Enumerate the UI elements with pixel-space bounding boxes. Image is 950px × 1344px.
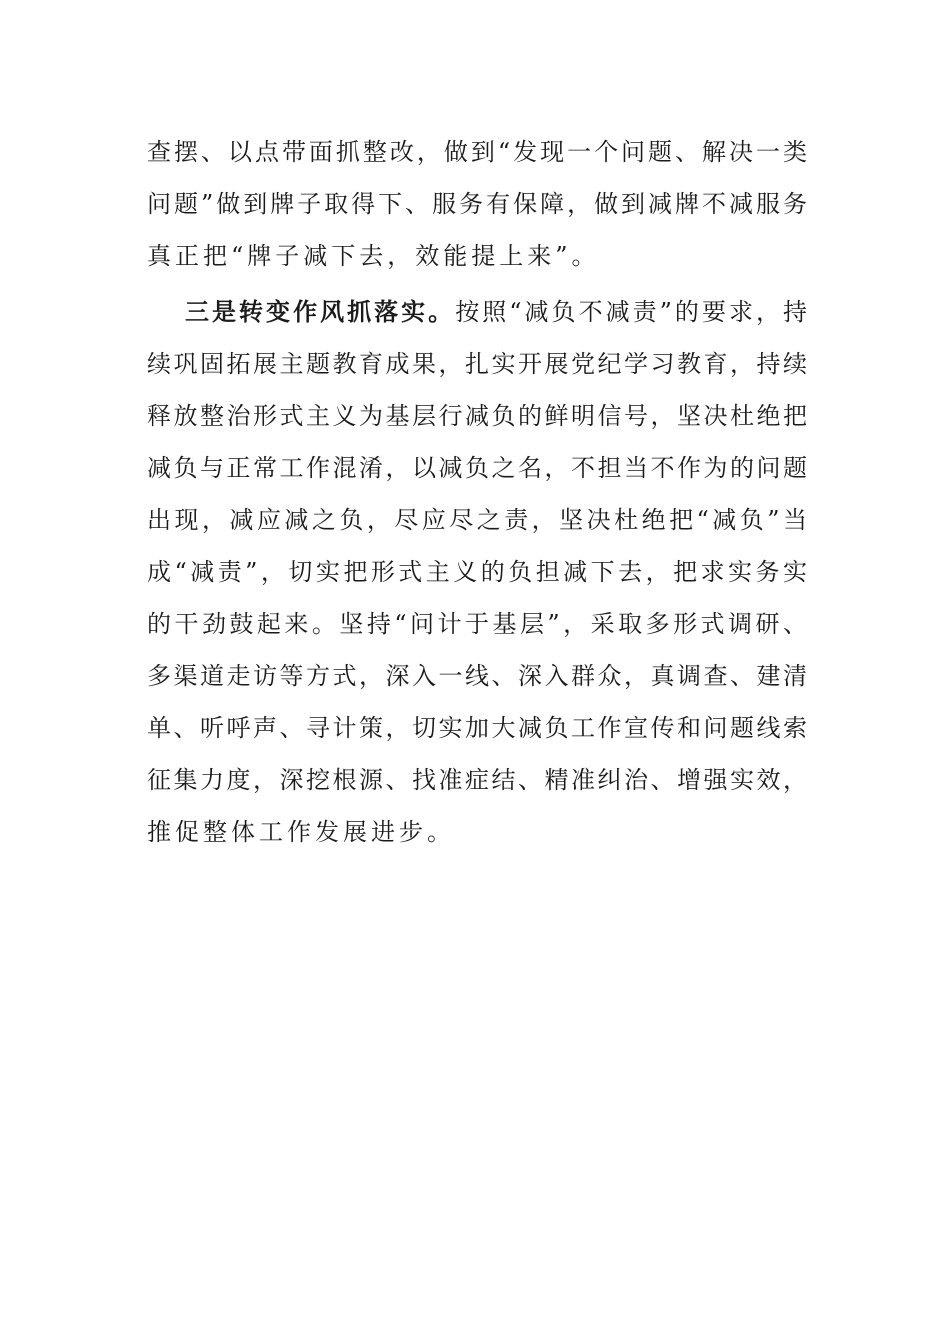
paragraph-continuation (147, 126, 807, 282)
section-heading: 三是转变作风抓落实。 (185, 297, 456, 326)
text-line: 单、听呼声、寻计策，切实加大减负工作宣传和问题线索 (147, 714, 807, 742)
text-line: 的干劲鼓起来。坚持“问计于基层”，采取多形式调研、 (147, 610, 807, 638)
text-line: 真正把“牌子减下去，效能提上来”。 (147, 242, 600, 270)
text-line: 查摆、以点带面抓整改，做到“发现一个问题、解决一类 (147, 138, 807, 166)
paragraph-section-three (147, 286, 807, 858)
text-line: 问题”做到牌子取得下、服务有保障，做到减牌不减服务 (147, 190, 807, 218)
text-line: 释放整治形式主义为基层行减负的鲜明信号，坚决杜绝把 (147, 402, 807, 430)
text-segment: 按照“减负不减责”的要求，持 (455, 298, 807, 326)
text-line: 征集力度，深挖根源、找准症结、精准纠治、增强实效， (147, 766, 807, 794)
text-line-first (147, 286, 807, 338)
text-line: 多渠道走访等方式，深入一线、深入群众，真调查、建清 (147, 662, 807, 690)
text-line: 成“减责”，切实把形式主义的负担减下去，把求实务实 (147, 558, 807, 586)
text-line: 减负与正常工作混淆，以减负之名，不担当不作为的问题 (147, 454, 807, 482)
text-line: 续巩固拓展主题教育成果，扎实开展党纪学习教育，持续 (147, 350, 807, 378)
text-line: 出现，减应减之负，尽应尽之责，坚决杜绝把“减负”当 (147, 506, 807, 534)
text-line: 推促整体工作发展进步。 (147, 818, 455, 846)
